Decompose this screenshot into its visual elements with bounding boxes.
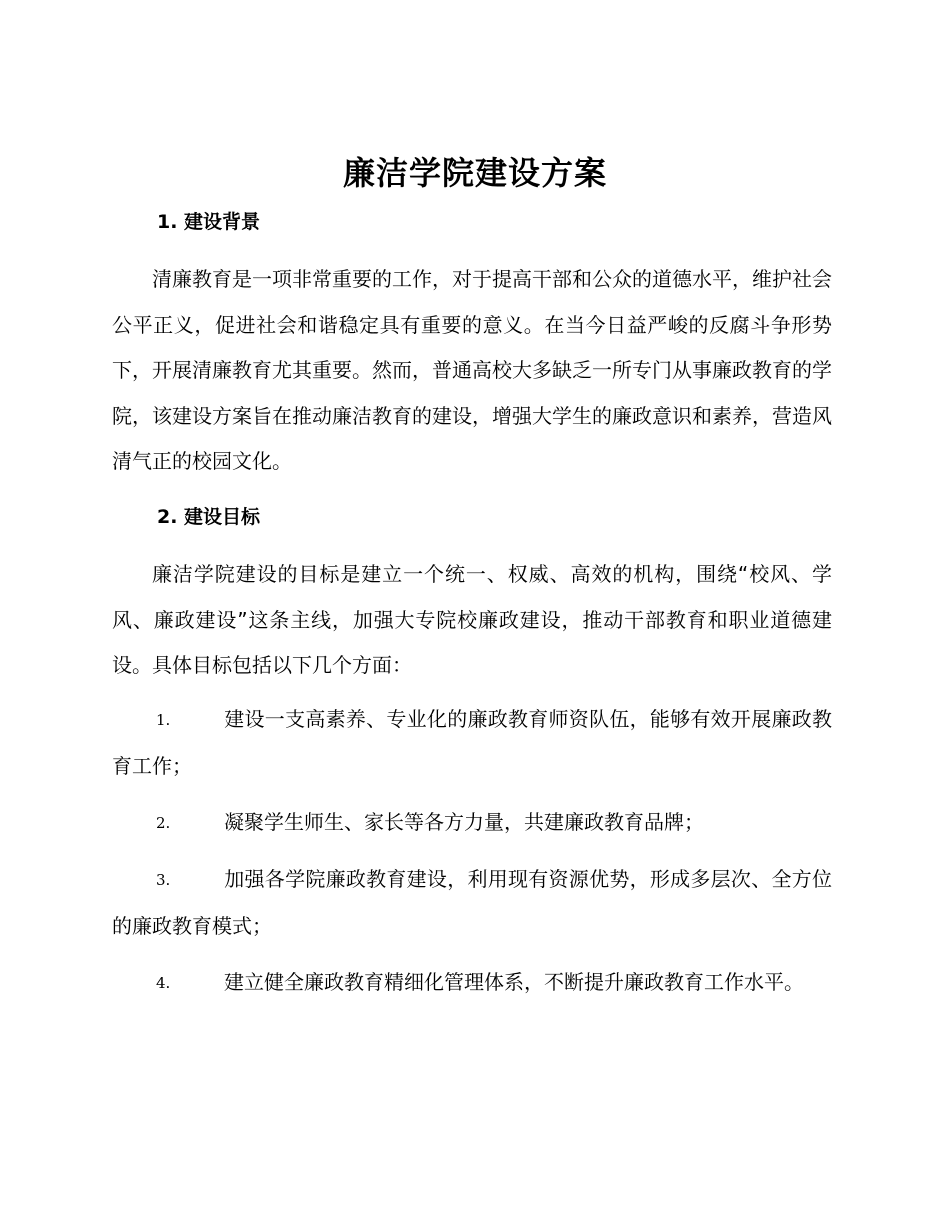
list-item-number: 4. [156,974,171,992]
list-item-text: 建立健全廉政教育精细化管理体系，不断提升廉政教育工作水平。 [224,970,804,994]
list-item-text: 加强各学院廉政教育建设，利用现有资源优势，形成多层次、全方位的廉政教育模式； [112,867,832,938]
list-item-number: 1. [156,711,171,729]
section-heading-goals: 2. 建设目标 [157,506,261,528]
list-item-number: 2. [156,814,171,832]
list-item [112,800,832,847]
list-item [112,857,832,949]
list-item-text: 建设一支高素养、专业化的廉政教育师资队伍，能够有效开展廉政教育工作； [112,707,832,778]
section-heading-background: 1. 建设背景 [157,211,261,233]
document-title: 廉洁学院建设方案 [342,154,607,192]
list-item [112,960,832,1007]
list-item [112,697,832,789]
section-paragraph-goals: 廉洁学院建设的目标是建立一个统一、权威、高效的机构，围绕“校风、学风、廉政建设”这条主线，加强大专院校廉政建设，推动干部教育和职业道德建设。具体目标包括以下几个方面： [112,562,832,677]
list-item-number: 3. [156,871,171,889]
section-paragraph-background: 清廉教育是一项非常重要的工作，对于提高干部和公众的道德水平，维护社会公平正义，促进社会和谐稳定具有重要的意义。在当今日益严峻的反腐斗争形势下，开展清廉教育尤其重要。然而，普通高校大多缺乏一所专门从事廉政教育的学院，该建设方案旨在推动廉洁教育的建设，增强大学生的廉政意识和素养，营造风清气正的校园文化。 [112,267,832,473]
list-item-text: 凝聚学生师生、家长等各方力量，共建廉政教育品牌； [224,810,704,834]
